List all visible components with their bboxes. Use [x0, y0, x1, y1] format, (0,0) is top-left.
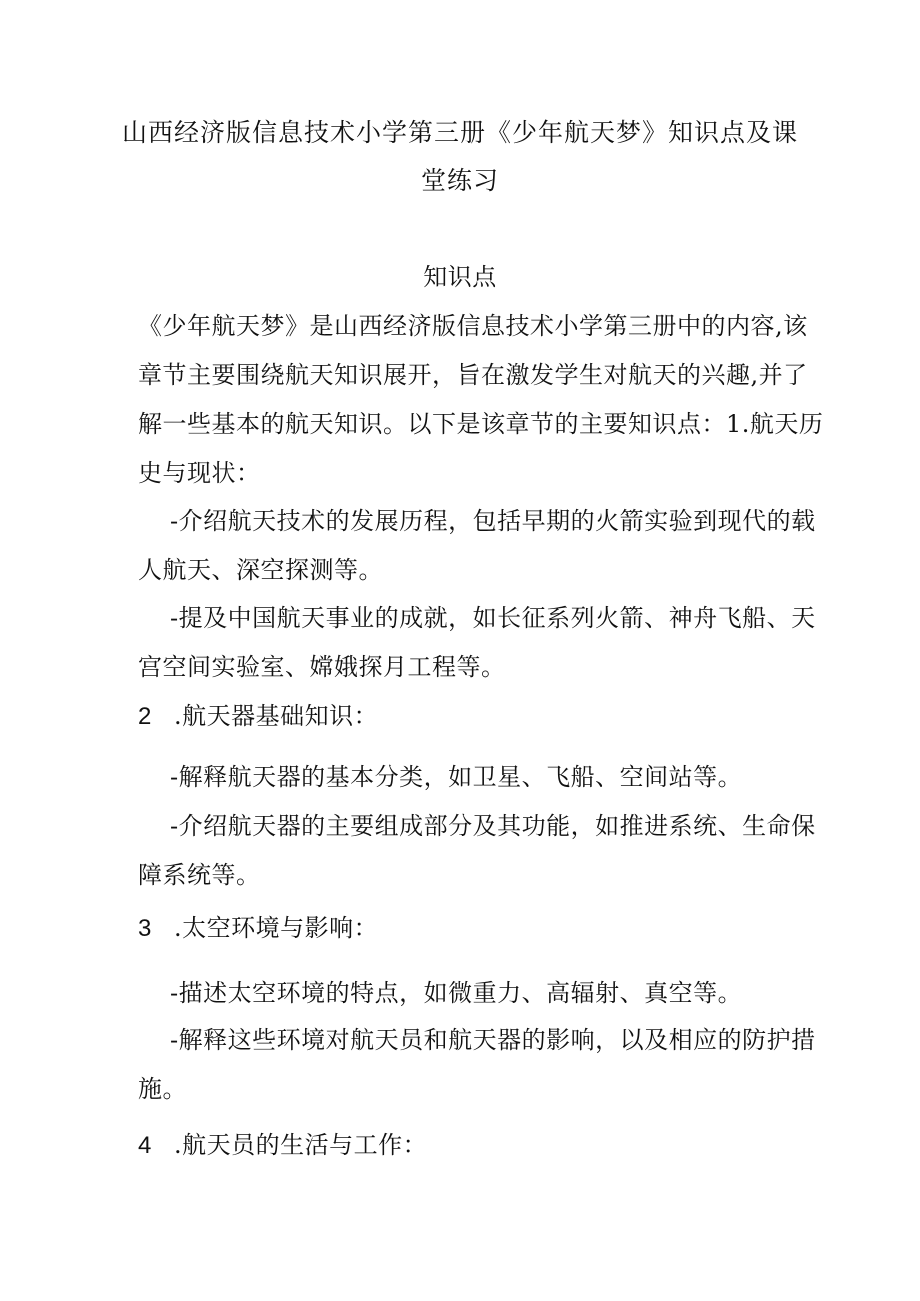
heading-point-4	[138, 1130, 427, 1161]
point-3-bullet-2-line-2: 施。	[138, 1075, 187, 1103]
point-1-bullet-1-line-1: -介绍航天技术的发展历程，包括早期的火箭实验到现代的载	[170, 507, 816, 535]
heading-point-4-number: 4	[138, 1132, 152, 1159]
point-3-bullet-1: -描述太空环境的特点，如微重力、高辐射、真空等。	[170, 979, 743, 1007]
heading-point-2-number: 2	[138, 703, 152, 730]
intro-line-3: 解一些基本的航天知识。以下是该章节的主要知识点：1.航天历	[138, 410, 824, 438]
heading-point-3	[138, 913, 378, 944]
point-2-bullet-2-line-2: 障系统等。	[138, 861, 261, 889]
intro-line-4: 史与现状：	[138, 459, 261, 487]
point-1-bullet-2-line-1: -提及中国航天事业的成就，如长征系列火箭、神舟飞船、天	[170, 604, 816, 632]
point-2-bullet-1: -解释航天器的基本分类，如卫星、飞船、空间站等。	[170, 763, 743, 791]
heading-point-2-text: .航天器基础知识：	[174, 702, 379, 730]
heading-point-4-text: .航天员的生活与工作：	[174, 1131, 428, 1159]
document-title-line-2: 堂练习	[420, 166, 499, 195]
intro-line-1: 《少年航天梦》是山西经济版信息技术小学第三册中的内容,该	[138, 312, 808, 340]
point-2-bullet-2-line-1: -介绍航天器的主要组成部分及其功能，如推进系统、生命保	[170, 812, 816, 840]
point-1-bullet-1-line-2: 人航天、深空探测等。	[138, 556, 383, 584]
point-1-bullet-2-line-2: 宫空间实验室、嫦娥探月工程等。	[138, 653, 506, 681]
document-title-line-1: 山西经济版信息技术小学第三册《少年航天梦》知识点及课	[121, 118, 798, 147]
point-3-bullet-2-line-1: -解释这些环境对航天员和航天器的影响，以及相应的防护措	[170, 1026, 816, 1054]
section-heading: 知识点	[423, 263, 497, 291]
heading-point-2	[138, 701, 378, 732]
heading-point-3-number: 3	[138, 915, 152, 942]
intro-line-2: 章节主要围绕航天知识展开，旨在激发学生对航天的兴趣,并了	[138, 361, 808, 389]
heading-point-3-text: .太空环境与影响：	[174, 914, 379, 942]
